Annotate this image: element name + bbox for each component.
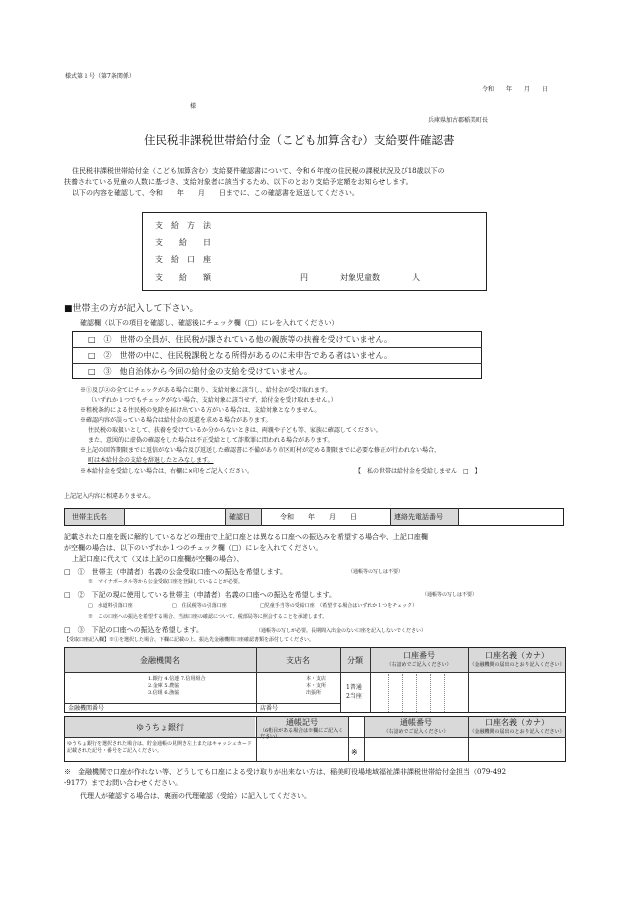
branch-code-label: 店番号 — [260, 705, 279, 712]
option-1-small: （通帳等の写しは不要） — [348, 569, 404, 575]
yucho-name: ゆうちょ銀行 — [136, 723, 184, 732]
payment-method-label: 支 給 方 法 — [155, 221, 211, 230]
yucho-note: ゆうちょ銀行を選択された場合は、貯金通帳の見開き左上またはキャッシュカード記載された記号・番号をご記入ください。 — [67, 741, 252, 754]
yucho-holder-header: 口座名義（カナ） — [485, 718, 549, 727]
confirm-date-label: 確認日 — [229, 513, 250, 521]
decline-note: ※本給付金を受給しない場合は、右欄に×印をご記入ください。 — [80, 468, 254, 475]
note-2: （いずれか１つでもチェックがない場合、支給対象に該当せず、給付金を受け取れません。） — [88, 397, 337, 404]
option-1-note: ※ マイナポータル等から公金受取口座を登録していることが必要。 — [88, 579, 243, 585]
phone-label: 連絡先電話番号 — [394, 513, 443, 521]
yucho-sixth-digit-mark: ※ — [351, 748, 358, 757]
account-intro-3: 上記口座に代えて（又は上記の口座欄が空欄の場合）、 — [72, 555, 244, 563]
note-4: ※確認内容が誤っている場合は給付金の返還を求める場合があります。 — [80, 417, 272, 424]
bank-kinds: 1.銀行 4.信連 7.信用組合 2.金庫 5.農協 3.信組 6.漁協 — [148, 676, 206, 696]
option-3-guide: 【受取口座記入欄】※①を選択した場合、下欄に記載の上、振込先金融機関口座確認書類を添付してください。 — [64, 637, 315, 643]
note-3: ※租税条約による住民税の免除を届け出ている方がいる場合は、支給対象となりません。 — [80, 407, 321, 414]
footer-line-1: ※ 金融機関で口座が作れない等、どうしても口座による受け取りが出来ない方は、稲美町役場地域福祉課非課税世帯給付金担当（079-492 — [64, 768, 507, 776]
yucho-symbol-header: 通帳記号 — [286, 718, 318, 727]
people-unit: 人 — [412, 273, 420, 282]
account-intro-1: 記載された口座を既に解約しているなどの理由で上記口座とは異なる口座への振込みを希望する場合や、上記口座欄 — [64, 533, 428, 541]
account-type-options[interactable]: 1普通 2当座 — [346, 684, 362, 700]
form-number: 様式第１号（第7条関係） — [65, 73, 135, 80]
option-2-note: ※ この口座への振込を希望する場合、当該口座の確認について、税部局等に照会することを承諾します。 — [88, 614, 328, 620]
page-title: 住民税非課税世帯給付金（こども加算含む）支給要件確認書 — [144, 133, 455, 147]
yucho-number-note: （右詰めでご記入ください） — [383, 729, 449, 735]
check-item-3[interactable]: □ ③ 他自治体から今回の給付金の支給を受けていません。 — [88, 367, 313, 376]
account-number-note: （右詰めでご記入ください） — [386, 662, 452, 668]
intro-line-2: 扶養されている児童の人数に基づき、支給対象者に該当するため、以下のとおり支給予定額をお知らせします。 — [64, 178, 413, 186]
intro-line-1: 住民税非課税世帯給付金（こども加算含む）支給要件確認書について、令和６年度の住民税の課税状況及び18歳以下の — [72, 167, 445, 175]
payment-account-label: 支 給 口 座 — [155, 255, 211, 264]
type-header: 分類 — [347, 656, 363, 665]
decline-checkbox[interactable]: 【 私の世帯は給付金を受給しません □ 】 — [355, 468, 481, 475]
check-item-2[interactable]: □ ② 世帯の中に、住民税課税となる所得があるのに未申告である者はいません。 — [88, 351, 393, 360]
payment-amount-label: 支 給 額 — [155, 273, 211, 282]
yucho-number-header: 通帳番号 — [400, 718, 432, 727]
date-line: 令和 年 月 日 — [482, 86, 549, 93]
option-2[interactable]: □ ② 下記の現に使用している世帯主（申請者）名義の口座への振込を希望します。 — [64, 591, 337, 599]
note-8: 町は本給付金の支給を辞退したとみなします。 — [88, 457, 214, 464]
confirm-line: 上記記入内容に相違ありません。 — [64, 493, 155, 500]
children-count-label: 対象児童数 — [340, 273, 380, 282]
option-2-tax[interactable]: □ 住民税等の引落口座 — [172, 603, 227, 609]
intro-line-3: 以下の内容を確認して、令和 年 月 日までに、この確認書を返送してください。 — [72, 189, 359, 197]
note-1: ※①及び②の全てにチェックがある場合に限り、支給対象に該当し、給付金が受け取れます。 — [80, 387, 332, 394]
note-5: 住民税の取扱いとして、扶養を受けているか分からないときは、両親や子ども等、家族に確認してください。 — [88, 427, 382, 434]
option-3-small: （通帳等の写しが必要。長期間入出金のない口座を記入しないでください） — [256, 628, 427, 634]
note-6: また、意図的に虚偽の確認をした場合は不正受給として詐欺罪に問われる場合があります。 — [88, 437, 334, 444]
check-instruction: 確認欄（以下の項目を確認し、確認後にチェック欄（□）にレを入れてください） — [80, 319, 339, 327]
bank-name-header: 金融機関名 — [140, 656, 180, 665]
note-7: ※上記の回答期限までに返信がない場合及び返送した確認書に不備があり市区町村が定める期限までに必要な修正が行われない場合、 — [80, 447, 441, 454]
footer-line-3: 代理人が確認する場合は、裏面の代理確認（受給）に記入してください。 — [80, 792, 311, 800]
check-item-1[interactable]: □ ① 世帯の全員が、住民税が課されている他の親族等の扶養を受けていません。 — [88, 335, 393, 344]
bank-code-label: 金融機関番号 — [68, 705, 105, 712]
option-3[interactable]: □ ③ 下記の口座への振込を希望します。 — [64, 626, 204, 634]
holder-note: （金融機関の届出のとおり記入ください） — [469, 662, 565, 668]
option-1[interactable]: □ ① 世帯主（申請者）名義の公金受取口座への振込を希望します。 — [64, 568, 288, 576]
account-intro-2: が空欄の場合は、以下のいずれか１つのチェック欄（□）にレを入れてください。 — [64, 544, 323, 552]
section-heading: ■世帯主の方が記入して下さい。 — [64, 304, 199, 314]
branch-name-header: 支店名 — [286, 656, 310, 665]
yucho-holder-note: （金融機関の届出のとおり記入ください） — [469, 729, 565, 735]
yen-unit: 円 — [300, 273, 308, 282]
issuer: 兵庫県加古郡稲美町長 — [428, 117, 489, 124]
confirm-date-field[interactable]: 令和 年 月 日 — [280, 513, 357, 521]
head-name-label: 世帯主氏名 — [72, 513, 107, 521]
branch-kinds: 本・支店 本・支所 出張所 — [306, 676, 327, 696]
account-number-header: 口座番号 — [403, 651, 435, 660]
option-2-child[interactable]: □児童手当等の受給口座 （希望する場合はいずれか１つをチェック） — [260, 603, 418, 609]
footer-line-2: -9177）までお問い合わせください。 — [64, 779, 183, 787]
option-2-small: （通帳等の写しは不要） — [422, 592, 478, 598]
yucho-symbol-note: （6桁目がある場合は※欄にご記入ください） — [260, 728, 344, 740]
addressee-suffix: 様 — [190, 103, 197, 110]
option-2-water[interactable]: □ 水道料引落口座 — [88, 603, 133, 609]
payment-date-label: 支 給 日 — [155, 238, 211, 247]
holder-header: 口座名義（カナ） — [485, 651, 549, 660]
